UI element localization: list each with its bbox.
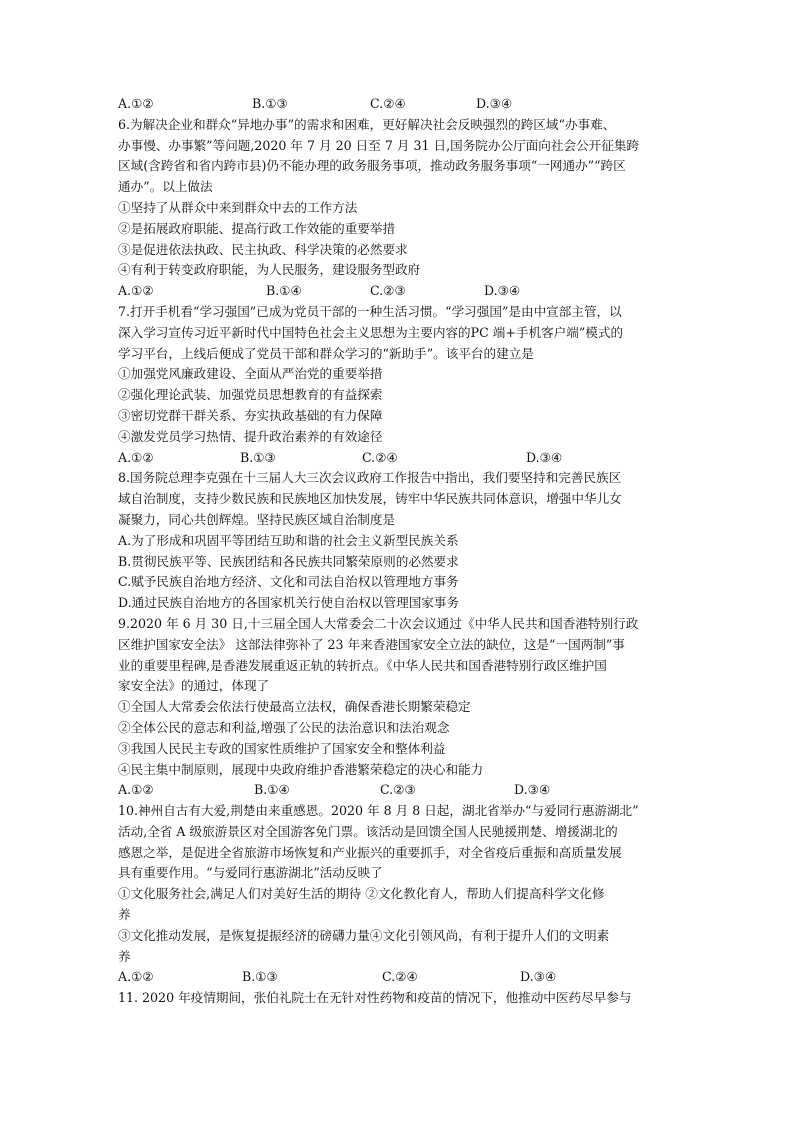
question-10 (118, 801, 678, 988)
q10-item: ③文化推动发展，是恢复提振经济的磅礴力量④文化引领风尚，有利于提升人们的文明素 (118, 927, 610, 943)
q9-item: ②全体公民的意志和利益,增强了公民的法治意识和法治观念 (118, 719, 450, 735)
q6-options (118, 281, 678, 302)
q10-option-a: A.①② (118, 969, 154, 985)
q5-option-d: D.③④ (476, 96, 513, 111)
q10-option-b: B.①③ (242, 969, 278, 985)
q10-item: 养 (118, 907, 131, 923)
q10-item: 养 (118, 948, 131, 964)
q7-option-c: C.②④ (362, 449, 398, 465)
q5-options (118, 94, 678, 115)
q10-option-d: D.③④ (520, 969, 557, 985)
q6-option-a: A.①② (118, 283, 154, 299)
q9-item: ③我国人民民主专政的国家性质维护了国家安全和整体利益 (118, 740, 446, 756)
question-6 (118, 115, 678, 302)
q9-option-d: D.③④ (514, 782, 551, 798)
q9-option-c: C.②③ (380, 782, 416, 798)
q10-stem-line: 具有重要作用。“与爱同行惠游湖北”活动反映了 (118, 865, 383, 881)
question-11 (118, 988, 678, 1009)
q11-stem-line: 11. 2020 年疫情期间，张伯礼院士在无针对性药物和疫苗的情况下，他推动中医药尽早参与 (118, 990, 632, 1006)
q6-stem-line: 区域(含跨省和省内跨市县)仍不能办理的政务服务事项，推动政务服务事项“一网通办”“跨区 (118, 158, 626, 174)
question-7 (118, 302, 678, 468)
q6-stem-line: 6.为解决企业和群众“异地办事”的需求和困难，更好解决社会反映强烈的跨区域“办事难、 (118, 116, 616, 132)
q8-stem-line: 域自治制度，支持少数民族和民族地区加快发展，铸牢中华民族共同体意识，增强中华儿女 (118, 491, 622, 507)
q5-option-c: C.②④ (370, 96, 406, 111)
q6-option-b: B.①④ (266, 283, 302, 299)
q10-option-c: C.②④ (382, 969, 418, 985)
q10-stem-line: 10.神州自古有大爱,荆楚由来重感恩。2020 年 8 月 8 日起，湖北省举办“与爱同行惠游湖北” (118, 803, 639, 819)
q8-option: A.为了形成和巩固平等团结互助和谐的社会主义新型民族关系 (118, 532, 459, 548)
q9-stem-line: 业的重要里程碑,是香港发展重返正轨的转折点。《中华人民共和国香港特别行政区维护国 (118, 657, 607, 673)
q9-options (118, 780, 678, 801)
q6-item: ③是促进依法执政、民主执政、科学决策的必然要求 (118, 241, 408, 257)
q7-stem-line: 7.打开手机看“学习强国”已成为党员干部的一种生活习惯。“学习强国”是由中宣部主管，以 (118, 303, 622, 319)
q7-item: ②强化理论武装、加强党员思想教育的有益探索 (118, 387, 383, 403)
q9-option-a: A.①② (118, 782, 154, 798)
q6-stem-line: 办事慢、办事繁”等问题,2020 年 7 月 20 日至 7 月 31 日,国务院办公厅面向社会公开征集跨 (118, 137, 640, 153)
q9-item: ①全国人大常委会依法行使最高立法权，确保香港长期繁荣稳定 (118, 699, 471, 715)
q6-item: ①坚持了从群众中来到群众中去的工作方法 (118, 199, 358, 215)
q9-option-b: B.①④ (254, 782, 290, 798)
q7-item: ④激发党员学习热情、提升政治素养的有效途径 (118, 428, 383, 444)
q8-option: B.贯彻民族平等、民族团结和各民族共同繁荣原则的必然要求 (118, 553, 459, 569)
q8-stem-line: 凝聚力，同心共创辉煌。坚持民族区域自治制度是 (118, 511, 396, 527)
q7-option-a: A.①② (118, 449, 154, 465)
q5-option-a: A.①② (118, 96, 154, 111)
q7-stem-line: 学习平台，上线后便成了党员干部和群众学习的“新助手”。该平台的建立是 (118, 345, 534, 361)
q8-stem-line: 8.国务院总理李克强在十三届人大三次会议政府工作报告中指出，我们要坚持和完善民族区 (118, 470, 622, 486)
q6-option-c: C.②③ (370, 283, 406, 299)
q10-stem-line: 感恩之举，是促进全省旅游市场恢复和产业振兴的重要抓手，对全省疫后重振和高质量发展 (118, 844, 622, 860)
q7-item: ③密切党群干群关系、夯实执政基础的有力保障 (118, 407, 383, 423)
document-page (118, 94, 678, 1009)
question-8 (118, 468, 678, 614)
q9-stem-line: 区维护国家安全法》 这部法律弥补了 23 年来香港国家安全立法的缺位，这是“一国两制”事 (118, 636, 625, 652)
q9-stem-line: 9.2020 年 6 月 30 日,十三届全国人大常委会二十次会议通过《中华人民共和国香港特别行政 (118, 615, 639, 631)
q7-item: ①加强党风廉政建设、全面从严治党的重要举措 (118, 366, 383, 382)
q9-stem-line: 家安全法》的通过，体现了 (118, 678, 270, 694)
q6-item: ②是拓展政府职能、提高行政工作效能的重要举措 (118, 220, 396, 236)
q7-options (118, 448, 678, 469)
question-9 (118, 614, 678, 801)
q10-item: ①文化服务社会,满足人们对美好生活的期待 ②文化教化育人，帮助人们提高科学文化修 (118, 886, 605, 902)
q8-option: C.赋予民族自治地方经济、文化和司法自治权以管理地方事务 (118, 574, 459, 590)
q6-option-d: D.③④ (484, 283, 521, 299)
q10-options (118, 967, 678, 988)
q8-option: D.通过民族自治地方的各国家机关行使自治权以管理国家事务 (118, 595, 460, 611)
q9-item: ④民主集中制原则，展现中央政府维护香港繁荣稳定的决心和能力 (118, 761, 484, 777)
q6-stem-line: 通办”。以上做法 (118, 179, 213, 195)
q5-option-b: B.①③ (252, 96, 288, 111)
q7-stem-line: 深入学习宣传习近平新时代中国特色社会主义思想为主要内容的PC 端+手机客户端”模式的 (118, 324, 624, 340)
q7-option-b: B.①③ (240, 449, 276, 465)
q10-stem-line: 活动,全省 A 级旅游景区对全国游客免门票。该活动是回馈全国人民驰援荆楚、增援湖北的 (118, 823, 618, 839)
q6-item: ④有利于转变政府职能，为人民服务，建设服务型政府 (118, 262, 421, 278)
q7-option-d: D.③④ (526, 449, 563, 465)
